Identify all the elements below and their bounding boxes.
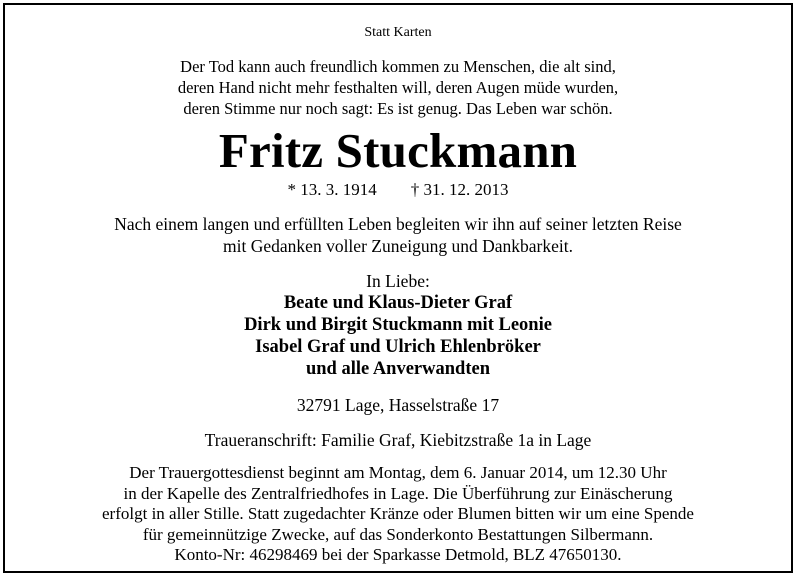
family-member: Beate und Klaus-Dieter Graf	[283, 293, 513, 313]
love-label: In Liebe:	[366, 271, 430, 291]
header-text: Statt Karten	[364, 25, 432, 40]
family-member: Dirk und Birgit Stuckmann mit Leonie	[244, 315, 552, 335]
service-line: in der Kapelle des Zentralfriedhofes in Lage. Die Überführung zur Einäscherung	[123, 483, 673, 503]
intro-line: mit Gedanken voller Zuneigung und Dankbarkeit.	[223, 236, 573, 256]
obituary-notice	[3, 3, 793, 573]
death-date: † 31. 12. 2013	[410, 180, 509, 199]
family-member: Isabel Graf und Ulrich Ehlenbröker	[255, 337, 541, 357]
home-address: 32791 Lage, Hasselstraße 17	[296, 395, 500, 415]
deceased-name: Fritz Stuckmann	[218, 123, 578, 178]
poem-line: Der Tod kann auch freundlich kommen zu Menschen, die alt sind,	[180, 57, 616, 76]
service-line: für gemeinnützige Zwecke, auf das Sonderkonto Bestattungen Silbermann.	[142, 524, 654, 544]
birth-date: * 13. 3. 1914	[287, 180, 377, 199]
poem-line: deren Hand nicht mehr festhalten will, deren Augen müde wurden,	[177, 78, 619, 97]
service-info	[5, 463, 791, 566]
intro-line: Nach einem langen und erfüllten Leben begleiten wir ihn auf seiner letzten Reise	[114, 214, 682, 234]
poem-line: deren Stimme nur noch sagt: Es ist genug. Das Leben war schön.	[183, 99, 613, 118]
intro-text	[5, 213, 791, 257]
service-line: Konto-Nr: 46298469 bei der Sparkasse Detmold, BLZ 47650130.	[174, 545, 622, 564]
life-dates	[5, 179, 791, 200]
mourning-address: Traueranschrift: Familie Graf, Kiebitzstraße 1a in Lage	[204, 430, 592, 450]
family-list	[5, 292, 791, 380]
family-member: und alle Anverwandten	[305, 359, 490, 379]
service-line: Der Trauergottesdienst beginnt am Montag, dem 6. Januar 2014, um 12.30 Uhr	[129, 463, 667, 482]
service-line: erfolgt in aller Stille. Statt zugedachter Kränze oder Blumen bitten wir um eine Spende	[102, 504, 694, 523]
poem	[5, 56, 791, 119]
